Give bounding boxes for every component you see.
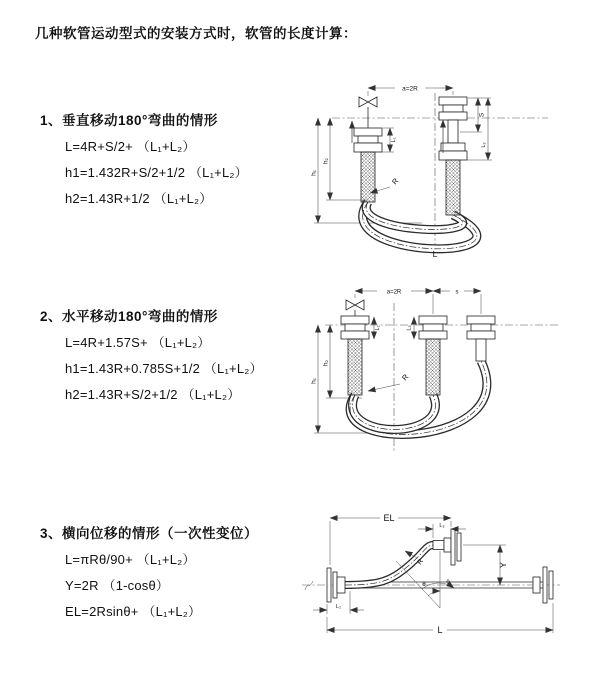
dim-label-y: Y [498,562,508,568]
dimension-offset [355,290,481,315]
pipe-break-symbol [305,581,313,590]
section-horizontal-movement [40,305,320,410]
dim-label-h2: h₂ [322,359,330,367]
dimension-l1 [313,591,364,614]
formula-line: h2=1.43R+1/2 （L₁+L₂） [65,191,213,206]
dim-label-l2: L₂ [406,325,413,331]
dim-label-s: S [478,112,486,118]
section-heading: 3、横向位移的情形（一次性变位） [40,526,259,541]
section-lateral-displacement [40,522,320,627]
dim-label-s: s [455,289,459,296]
radius-label: R [389,176,401,187]
dimension-l1 [374,317,381,339]
dim-label-h1: h₁ [310,378,318,384]
braided-hose-section [446,160,460,215]
right-flange-fitting [439,97,467,215]
dim-label-width: a=2R [386,289,402,296]
dim-label-length: L [437,625,443,635]
dim-label-l1: L₁ [336,604,341,610]
length-label: L [432,249,438,259]
dimension-width [355,290,433,296]
left-flange-fitting [327,568,345,602]
dimension-el [330,513,451,565]
braided-hose-section [348,339,362,395]
valve-icon [359,97,377,107]
dimension-l2 [407,317,415,339]
radius-callout [368,372,411,391]
angle-label: θ [422,582,426,588]
valve-icon [346,300,364,310]
dim-label-el: EL [383,513,395,523]
right-flange-fitting [467,316,495,361]
formula-line: h2=1.43R+S/2+1/2 （L₁+L₂） [65,387,241,402]
diagram-vertical-180-bend [310,75,590,260]
formula-line: h1=1.43R+0.785S+1/2 （L₁+L₂） [65,361,263,376]
dim-label-h2: h₂ [322,157,330,165]
section-vertical-movement [40,109,320,214]
section-heading: 1、垂直移动180°弯曲的情形 [40,113,218,128]
formula-line: L=4R+S/2+ （L₁+L₂） [65,139,196,154]
dim-label-l2: L₂ [439,523,445,529]
dim-label-width: a=2R [402,85,418,93]
braided-hose-section [426,339,440,395]
formula-line: EL=2Rsinθ+ （L₁+L₂） [65,604,202,619]
left-flange-fitting [354,107,382,202]
section-heading: 2、水平移动180°弯曲的情形 [40,309,218,324]
diagram-lateral-displacement [300,505,600,640]
dimension-y [463,545,508,585]
radius-label: R [399,372,411,383]
formula-line: Y=2R （1-cosθ） [65,578,170,593]
left-flange-fitting [341,310,369,395]
diagram-horizontal-180-bend [310,283,595,463]
dim-label-l1: L₁ [391,137,397,143]
right-flange-fitting [533,567,553,603]
page-title: 几种软管运动型式的安装方式时，软管的长度计算： [35,26,357,41]
middle-flange-fitting [419,316,447,395]
braided-hose-section [361,152,375,202]
formula-line: h1=1.432R+S/2+1/2 （L₁+L₂） [65,165,248,180]
dim-label-h1: h₁ [310,170,318,176]
dim-label-l1: L₁ [375,325,381,331]
dimension-width [368,86,453,97]
formula-line: L=πRθ/90+ （L₁+L₂） [65,552,196,567]
radius-label: R [416,558,426,567]
dim-label-l2: L₂ [481,142,487,148]
formula-line: L=4R+1.57S+ （L₁+L₂） [65,335,211,350]
angle-label: θ [446,580,450,586]
angle-construction [396,551,454,608]
upper-flange-fitting [433,529,461,565]
